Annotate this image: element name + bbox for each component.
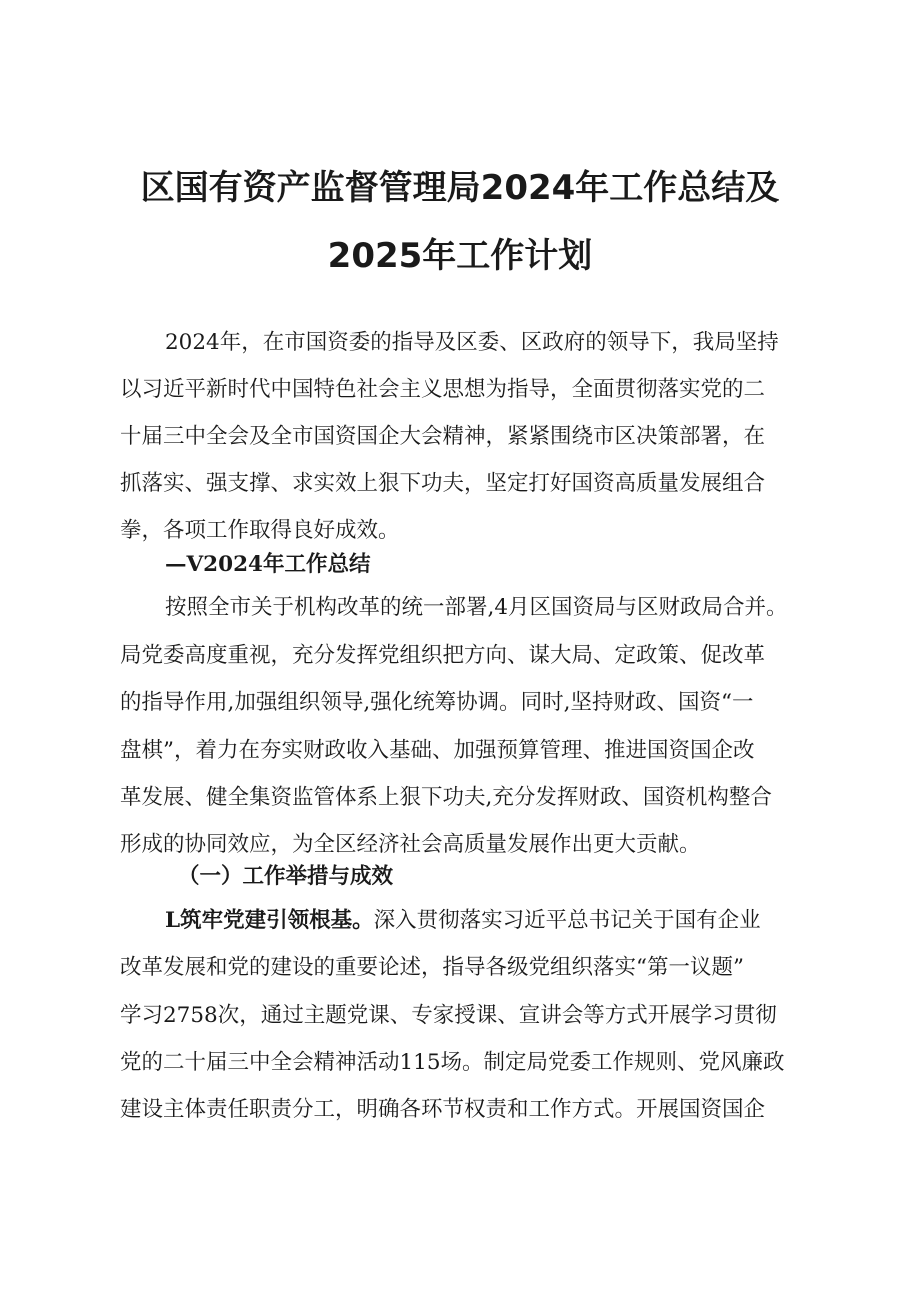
section-paragraph-line-3: 的指导作用,加强组织领导,强化统筹协调。同时,坚持财政、国资“一 [120,690,754,715]
intro-line-3: 十届三中全会及全市国资国企大会精神，紧紧围绕市区决策部署，在 [120,424,766,449]
section-paragraph-line-6: 形成的协同效应，为全区经济社会高质量发展作出更大贡献。 [120,832,701,857]
section-paragraph-line-1: 按照全市关于机构改革的统一部署,4月区国资局与区财政局合并。 [165,595,788,620]
item-1-first-text: 深入贯彻落实习近平总书记关于国有企业 [373,908,761,933]
section-heading: —V2024年工作总结 [165,552,371,577]
intro-line-1: 2024年，在市国资委的指导及区委、区政府的领导下，我局坚持 [165,330,779,355]
intro-line-2: 以习近平新时代中国特色社会主义思想为指导，全面贯彻落实党的二 [120,377,766,402]
intro-line-5: 拳，各项工作取得良好成效。 [120,518,400,543]
item-1-line-2: 改革发展和党的建设的重要论述，指导各级党组织落实“第一议题” [120,955,744,980]
item-1-lead: L筑牢党建引领根基。 [165,908,374,933]
intro-line-4: 抓落实、强支撑、求实效上狠下功夫，坚定打好国资高质量发展组合 [120,471,766,496]
document-title-line-1: 区国有资产监督管理局2024年工作总结及 [140,168,780,208]
section-paragraph-line-5: 革发展、健全集资监管体系上狠下功夫,充分发挥财政、国资机构整合 [120,785,772,810]
item-1-line-5: 建设主体责任职责分工，明确各环节权责和工作方式。开展国资国企 [120,1097,766,1122]
item-1-line-1 [165,906,820,936]
document-title-line-2: 2025年工作计划 [327,236,593,276]
item-1-line-3: 学习2758次，通过主题党课、专家授课、宣讲会等方式开展学习贯彻 [120,1003,777,1028]
section-paragraph-line-4: 盘棋”，着力在夯实财政收入基础、加强预算管理、推进国资国企改 [120,738,755,763]
item-1-line-4: 党的二十届三中全会精神活动115场。制定局党委工作规则、党风廉政 [120,1050,785,1075]
section-paragraph-line-2: 局党委高度重视，充分发挥党组织把方向、谋大局、定政策、促改革 [120,643,766,668]
subsection-heading: （一）工作举措与成效 [178,864,394,889]
